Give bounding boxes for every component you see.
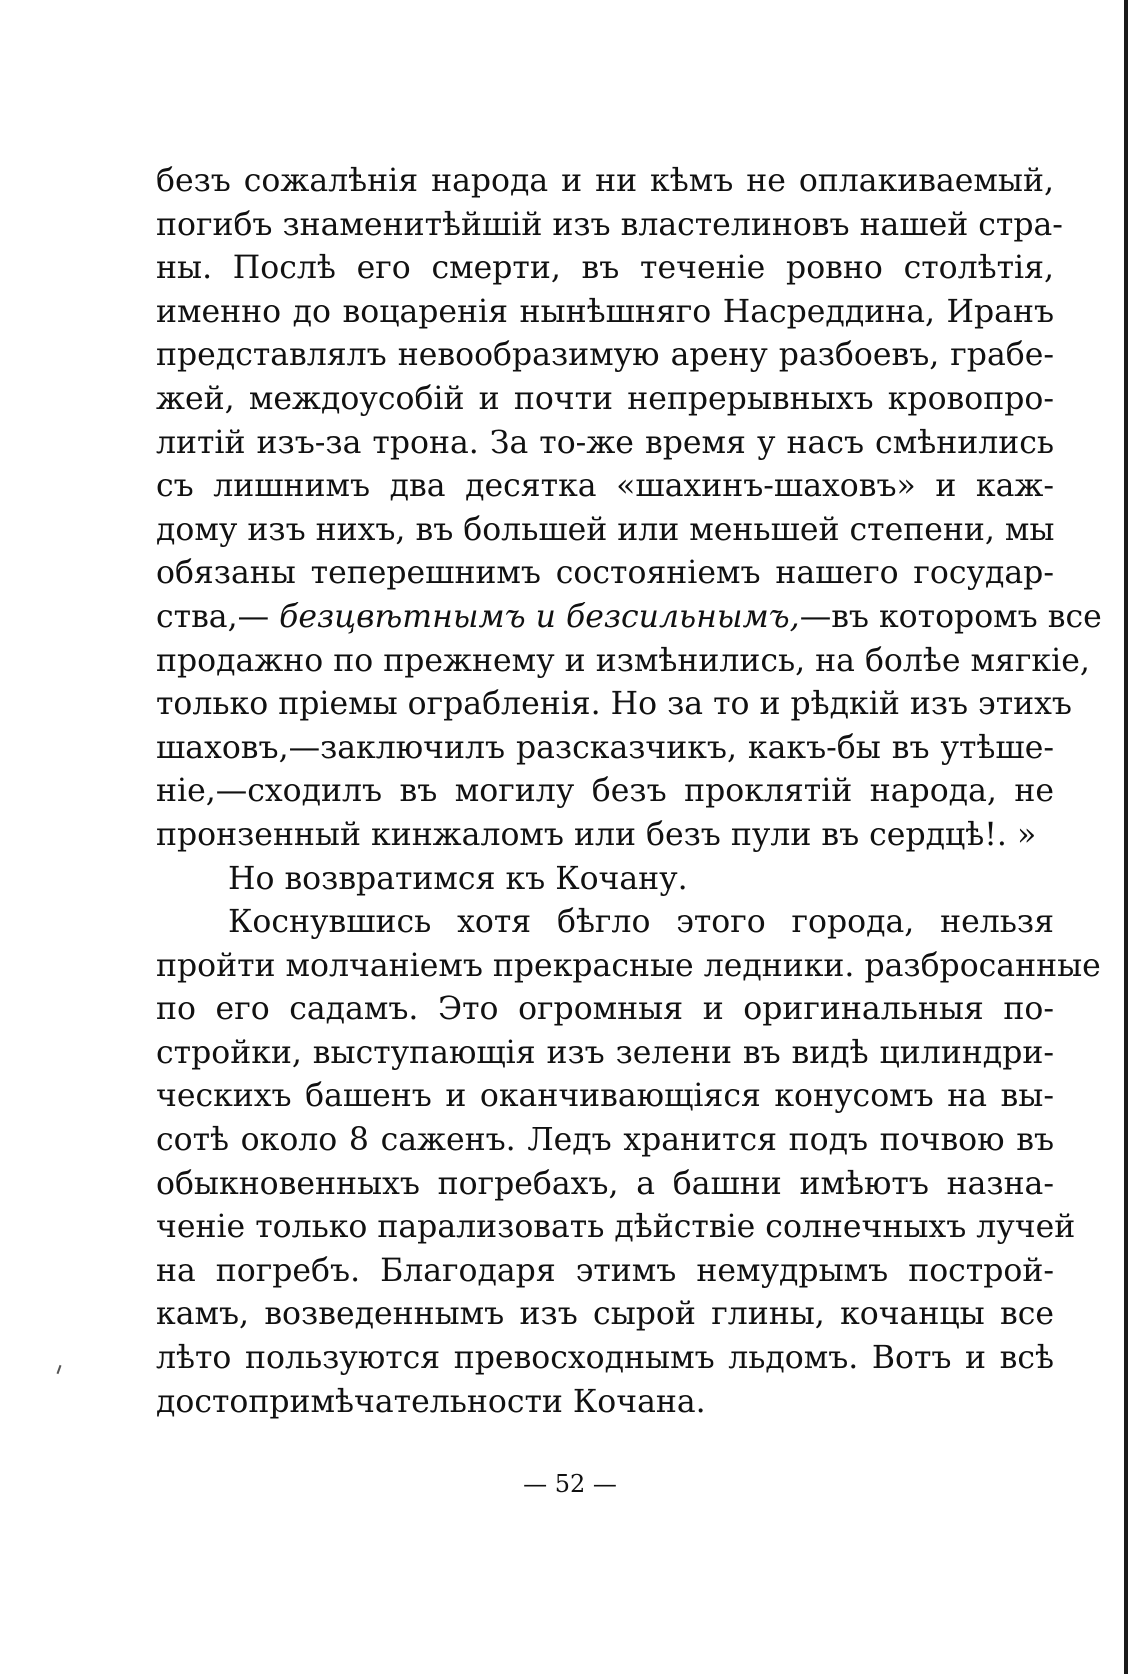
text-line: ческихъ башенъ и оканчивающіяся конусомъ на вы-	[156, 1078, 1054, 1115]
italic-segment: безцвѣтнымъ и безсильнымъ,	[279, 598, 800, 635]
text-line: пронзенный кинжаломъ или безъ пули въ сердцѣ!. »	[156, 816, 1037, 853]
text-line: дому изъ нихъ, въ большей или меньшей степени, мы	[156, 511, 1055, 548]
text-line: шаховъ,—заключилъ разсказчикъ, какъ-бы въ утѣше-	[156, 729, 1054, 766]
text-line: ны. Послѣ его смерти, въ теченіе ровно столѣтія,	[156, 250, 1054, 287]
page-edge-line	[1124, 0, 1128, 1674]
text-line: ченіе только парализовать дѣйствіе солнечныхъ лучей	[156, 1209, 1076, 1246]
text-line: Коснувшись хотя бѣгло этого города, нельзя	[228, 904, 1054, 941]
text-line: только пріемы ограбленія. Но за то и рѣдкій изъ этихъ	[156, 686, 1072, 723]
text-line: камъ, возведеннымъ изъ сырой глины, кочанцы все	[156, 1296, 1054, 1333]
text-line	[156, 596, 1102, 640]
text-line: по его садамъ. Это огромныя и оригинальныя по-	[156, 991, 1054, 1028]
text-line: достопримѣчательности Кочана.	[156, 1383, 706, 1420]
paragraph	[156, 160, 1102, 858]
text-line: литій изъ-за трона. За то-же время у насъ смѣнились	[156, 424, 1054, 461]
text-line: лѣто пользуются превосходнымъ льдомъ. Вотъ и всѣ	[156, 1340, 1054, 1377]
text-line: сотѣ около 8 саженъ. Ледъ хранится подъ почвою въ	[156, 1122, 1054, 1159]
text-segment: —въ которомъ все	[799, 598, 1102, 635]
text-line: продажно по прежнему и измѣнились, на болѣе мягкіе,	[156, 642, 1090, 679]
text-line: съ лишнимъ два десятка «шахинъ-шаховъ» и каж-	[156, 468, 1054, 505]
text-line: обыкновенныхъ погребахъ, а башни имѣютъ назна-	[156, 1165, 1054, 1202]
text-line: жей, междоусобій и почти непрерывныхъ кровопро-	[156, 380, 1054, 417]
stray-ink-mark	[57, 1365, 62, 1374]
text-line: на погребъ. Благодаря этимъ немудрымъ построй-	[156, 1252, 1054, 1289]
paragraph	[156, 901, 1101, 1424]
text-line: обязаны теперешнимъ состояніемъ нашего государ-	[156, 555, 1054, 592]
text-line: стройки, выступающія изъ зелени въ видѣ цилиндри-	[156, 1034, 1054, 1071]
text-line: пройти молчаніемъ прекрасные ледники. разбросанные	[156, 947, 1101, 984]
text-line: Но возвратимся къ Кочану.	[228, 860, 688, 897]
text-line: безъ сожалѣнія народа и ни кѣмъ не оплакиваемый,	[156, 163, 1054, 199]
paragraph	[156, 858, 1054, 902]
text-line: представлялъ невообразимую арену разбоевъ, грабе-	[156, 337, 1054, 374]
text-line: ніе,—сходилъ въ могилу безъ проклятій народа, не	[156, 773, 1054, 810]
page-body-text	[156, 160, 1102, 1424]
page-number: — 52 —	[523, 1470, 617, 1498]
text-line: погибъ знаменитѣйшій изъ властелиновъ нашей стра-	[156, 206, 1063, 243]
text-line: именно до воцаренія нынѣшняго Насреддина, Иранъ	[156, 293, 1054, 330]
text-segment: ства,—	[156, 598, 270, 635]
